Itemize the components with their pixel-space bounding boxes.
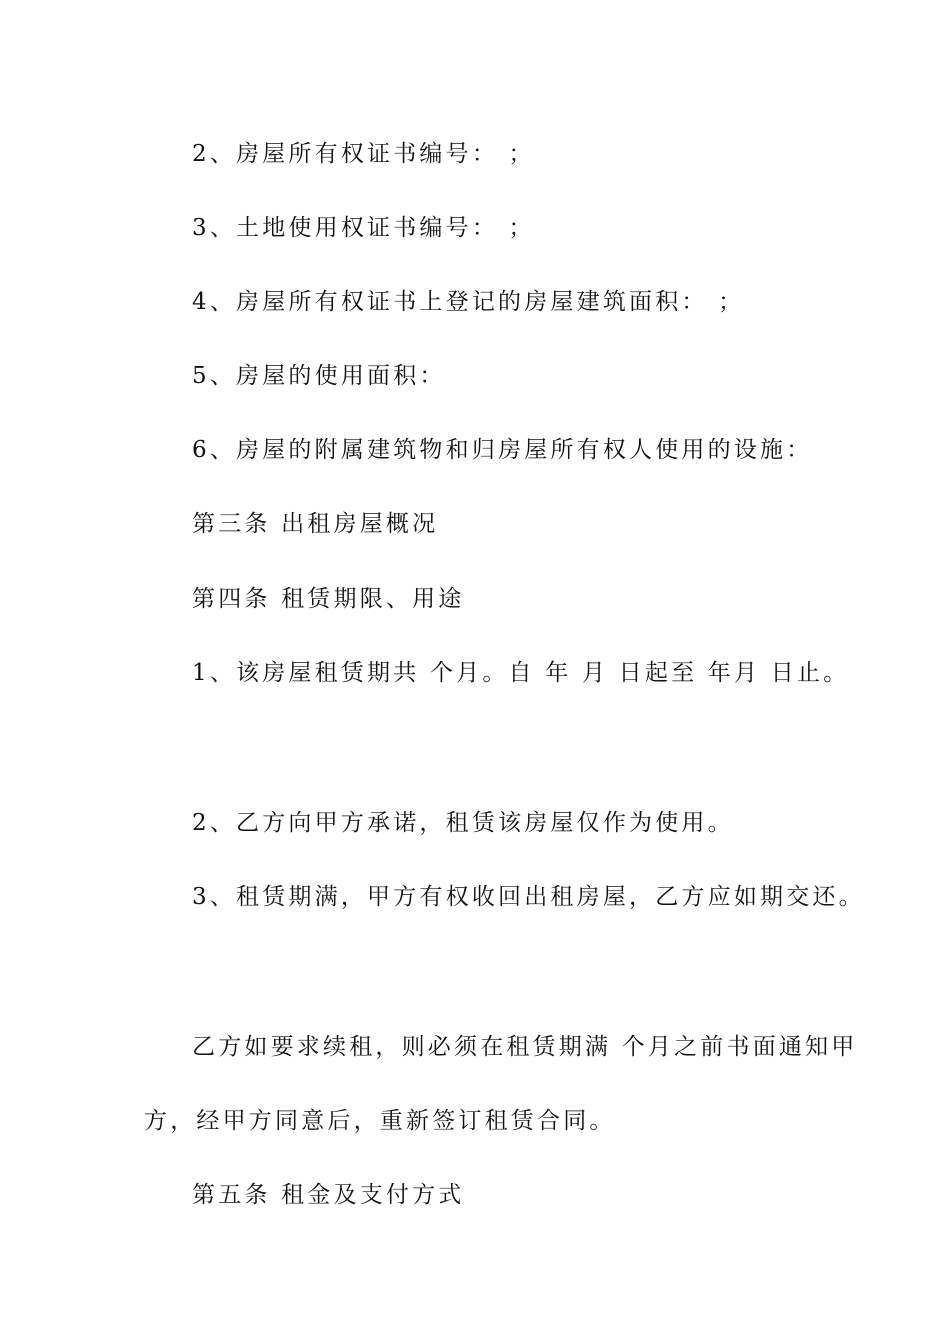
paragraph-renewal-line-1: 乙方如要求续租，则必须在租赁期满 个月之前书面通知甲: [192, 1034, 858, 1060]
paragraph-ownership-cert-no: 2、房屋所有权证书编号： ；: [192, 141, 535, 167]
paragraph-lease-term: 1、该房屋租赁期共 个月。自 年 月 日起至 年月 日止。: [192, 660, 850, 686]
paragraph-facilities: 6、房屋的附属建筑物和归房屋所有权人使用的设施：: [192, 437, 813, 463]
article-4-heading: 第四条 租赁期限、用途: [192, 586, 465, 612]
paragraph-lease-expiry: 3、租赁期满，甲方有权收回出租房屋，乙方应如期交还。: [192, 884, 865, 910]
paragraph-usable-area: 5、房屋的使用面积：: [192, 363, 446, 389]
article-3-heading: 第三条 出租房屋概况: [192, 511, 439, 537]
paragraph-land-cert-no: 3、土地使用权证书编号： ；: [192, 215, 535, 241]
paragraph-renewal-line-2: 方，经甲方同意后，重新签订租赁合同。: [144, 1108, 616, 1134]
article-5-heading: 第五条 租金及支付方式: [192, 1182, 465, 1208]
paragraph-usage-promise: 2、乙方向甲方承诺，租赁该房屋仅作为使用。: [192, 810, 734, 836]
paragraph-registered-area: 4、房屋所有权证书上登记的房屋建筑面积： ；: [192, 289, 745, 315]
